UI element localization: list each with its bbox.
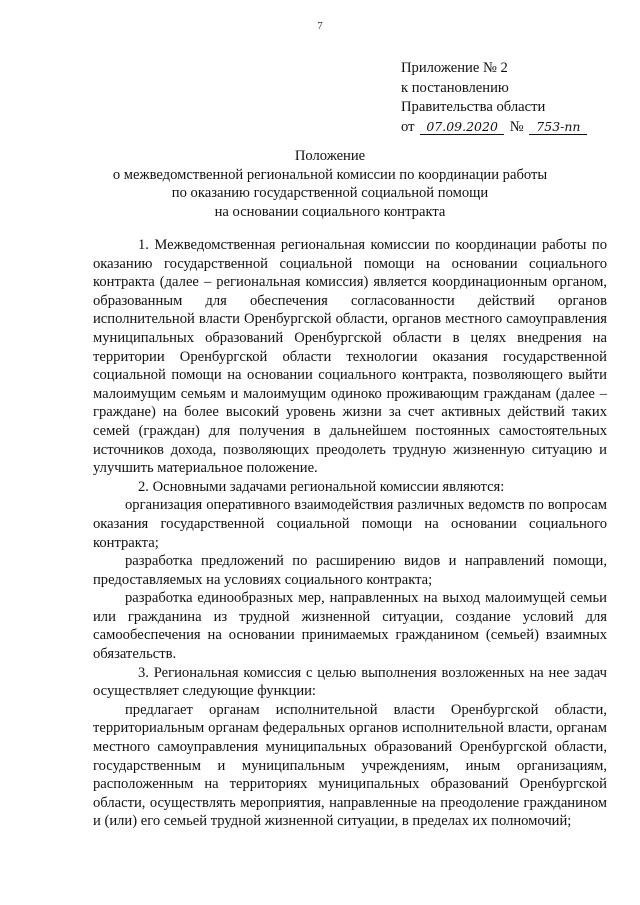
paragraph-1: 1. Межведомственная региональная комиссии по координации работы по оказанию государственной социальной помощи на основании социального контракта (далее – региональная комиссия) является координационным органом, образованным для обеспечения согласованности действий органов исполнительной власти Оренбургской области, органов местного самоуправления муниципальных образований Оренбургской области в целях внедрения на территории Оренбургской области технологии оказания государственной социальной помощи на основании социального контракта, позволяющего выйти малоимущим семьям и малоимущим одиноко проживающим гражданам (далее – граждане) на более высокий уровень жизни за счет активных действий таких семей (граждан) для получения в дальнейшем постоянных самостоятельных источников дохода, позволяющих преодолеть трудную жизненную ситуацию и улучшить материальное положение. — [93, 237, 607, 477]
paragraph-3: 3. Региональная комиссия с целью выполнения возложенных на нее задач осуществляет следующие функции: — [93, 664, 607, 700]
paragraph-2: 2. Основными задачами региональной комиссии являются: — [138, 478, 505, 495]
appendix-government: Правительства области — [401, 99, 546, 115]
title-line-4: на основании социального контракта — [214, 203, 446, 220]
paragraph-2-item-3: разработка единообразных мер, направленных на выход малоимущей семьи или гражданина из трудной жизненной ситуации, создание условий для самообеспечения на основании принимаемых гражданином (семьей) взаимных обязательств. — [93, 590, 607, 663]
appendix-block — [401, 59, 589, 137]
paragraph-2-item-2: разработка предложений по расширению видов и направлений помощи, предоставляемых на условиях социального контракта; — [93, 553, 607, 588]
title-line-2: о межведомственной региональной комиссии по координации работы — [112, 166, 548, 183]
paragraph-3-item-1: предлагает органам исполнительной власти Оренбургской области, территориальным органам федеральных органов исполнительной власти, органам местного самоуправления муниципальных образований Оренбургской области, государственным и муниципальным учреждениям, иным организациям, расположенным на территориях муниципальных образований Оренбургской области, осуществлять мероприятия, направленные на преодоление гражданином и (или) его семьей трудной жизненной ситуации, в пределах их полномочий; — [93, 701, 607, 830]
handwritten-number: 753-пп — [529, 120, 587, 135]
appendix-resolution: к постановлению — [401, 79, 509, 96]
title-line-3: по оказанию государственной социальной помощи — [171, 185, 489, 201]
page-number: 7 — [317, 20, 323, 32]
document-body — [93, 236, 607, 831]
appendix-date-line — [401, 118, 589, 138]
date-prefix: от — [401, 118, 415, 135]
number-prefix: № — [509, 118, 524, 135]
handwritten-date: 07.09.2020 — [420, 120, 504, 135]
paragraph-2-item-1: организация оперативного взаимодействия различных ведомств по вопросам оказания государственной социальной помощи на основании социального контракта; — [93, 497, 607, 551]
title-line-1: Положение — [294, 148, 366, 164]
document-title — [80, 147, 580, 221]
appendix-title: Приложение № 2 — [401, 60, 508, 76]
